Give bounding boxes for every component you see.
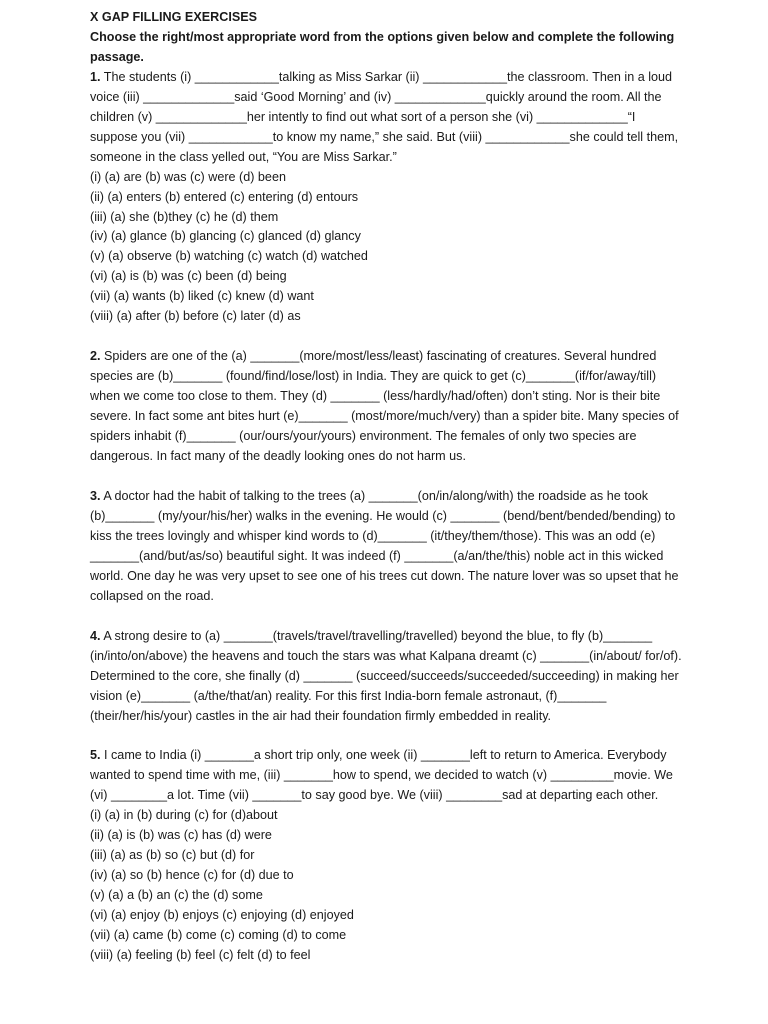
exercise-text: A doctor had the habit of talking to the trees (a) _______(on/in/along/with) the roadside as he took (b)_______ (my/your/his/her) walks in the evening. He would (c) _______ (bend/bent/bended/bending) to kiss the trees lovingly and whisper kind words to (d)_______ (it/they/them/those). This was an odd (e) _______(and/but/as/so) beautiful sight. It was indeed (f) _______(a/an/the/this) noble act in this wicked world. One day he was very upset to see one of his trees cut down. The nature lover was so upset that he collapsed on the road. [90,488,679,603]
exercise-passage [90,746,684,806]
exercise-4 [90,627,684,727]
exercise-number: 1. [90,69,101,84]
option-line: (vii) (a) wants (b) liked (c) knew (d) want [90,289,314,304]
exercise-number: 5. [90,748,101,763]
exercise-5 [90,746,684,965]
option-line: (iii) (a) she (b)they (c) he (d) them [90,209,279,224]
option-line: (i) (a) in (b) during (c) for (d)about [90,808,278,823]
option-line: (viii) (a) after (b) before (c) later (d) as [90,309,301,324]
option-line: (iv) (a) so (b) hence (c) for (d) due to [90,868,294,883]
option-line: (viii) (a) feeling (b) feel (c) felt (d) to feel [90,947,311,962]
option-line: (vii) (a) came (b) come (c) coming (d) to come [90,928,347,943]
exercise-passage [90,627,684,727]
option-line: (vi) (a) enjoy (b) enjoys (c) enjoying (d) enjoyed [90,908,354,923]
exercise-number: 3. [90,488,101,503]
exercise-passage [90,347,684,467]
exercise-text: The students (i) ____________talking as Miss Sarkar (ii) ____________the classroom. Then in a loud voice (iii) _____________said ‘Good Morning’ and (iv) _____________quickly around the room. All the children (v) _____________her intently to find out what sort of a person she (vi) _____________“I suppose you (vii) ____________to know my name,” she said. But (viii) ____________she could tell them, someone in the class yelled out, “You are Miss Sarkar.” [90,69,679,164]
option-line: (iii) (a) as (b) so (c) but (d) for [90,848,255,863]
exercise-number: 4. [90,628,101,643]
option-line: (ii) (a) is (b) was (c) has (d) were [90,828,272,843]
exercise-text: Spiders are one of the (a) _______(more/most/less/least) fascinating of creatures. Several hundred species are (b)_______ (found/find/lose/lost) in India. They are quick to get (c)_______(if/for/away/till) when we come too close to them. They (d) _______ (less/hardly/had/often) don’t sting. Nor is their bite severe. In fact some ant bites hurt (e)_______ (most/more/much/very) than a spider bite. Many species of spiders inhabit (f)_______ (our/ours/your/yours) environment. The females of only two species are dangerous. In fact many of the deadly looking ones do not harm us. [90,349,679,464]
exercise-text: A strong desire to (a) _______(travels/travel/travelling/travelled) beyond the blue, to fly (b)_______ (in/into/on/above) the heavens and touch the stars was what Kalpana dreamt (c) _______(in/about/ for/of). Determined to the core, she finally (d) _______ (succeed/succeeds/succeeded/succeeding) in making her vision (e)_______ (a/the/that/an) reality. For this first India-born female astronaut, (f)_______ (their/her/his/your) castles in the air had their foundation firmly embedded in reality. [90,628,682,723]
option-line: (v) (a) a (b) an (c) the (d) some [90,888,263,903]
options-list [90,168,684,328]
exercise-1 [90,68,684,327]
option-line: (ii) (a) enters (b) entered (c) entering (d) entours [90,189,359,204]
option-line: (i) (a) are (b) was (c) were (d) been [90,169,286,184]
page-title: X GAP FILLING EXERCISES [90,10,258,24]
options-list [90,806,684,966]
exercise-passage [90,487,684,607]
instruction-text: Choose the right/most appropriate word from the options given below and complete the following passage. [90,29,675,64]
spacer [90,467,684,487]
exercise-3 [90,487,684,607]
exercise-passage [90,68,684,168]
option-line: (iv) (a) glance (b) glancing (c) glanced (d) glancy [90,229,361,244]
spacer [90,726,684,746]
exercise-2 [90,347,684,467]
exercise-text: I came to India (i) _______a short trip only, one week (ii) _______left to return to America. Everybody wanted to spend time with me, (iii) _______how to spend, we decided to watch (v) _________movie. We (vi) ________a lot. Time (vii) _______to say good bye. We (viii) ________sad at departing each other. [90,748,673,803]
spacer [90,607,684,627]
spacer [90,327,684,347]
option-line: (vi) (a) is (b) was (c) been (d) being [90,269,287,284]
exercise-number: 2. [90,349,101,364]
option-line: (v) (a) observe (b) watching (c) watch (d) watched [90,249,368,264]
